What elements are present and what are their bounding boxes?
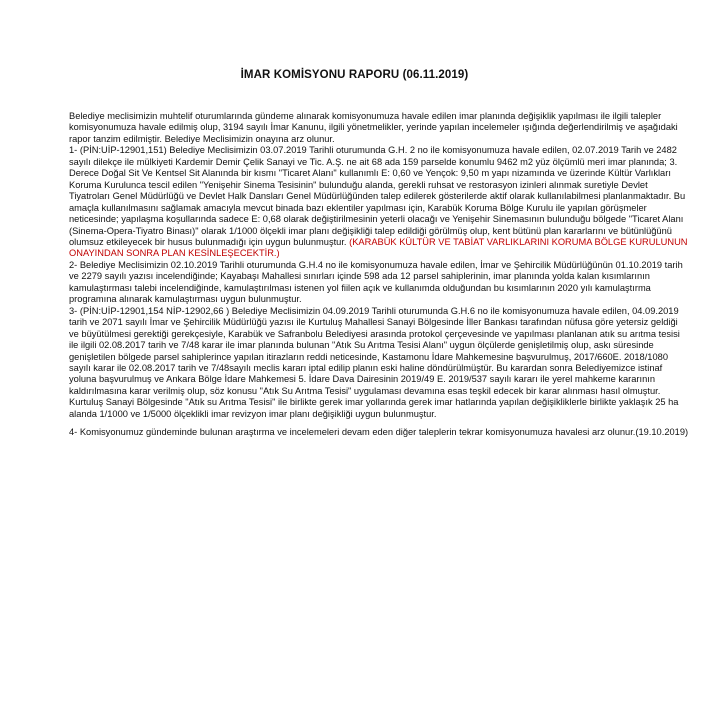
item-2-paragraph: 2- Belediye Meclisimizin 02.10.2019 Tarihli oturumunda G.H.4 no ile komisyonumuza havale edilen, İmar ve Şehircilik Müdürlüğünün 01.10.2019 tarih ve 2279 sayılı yazısı incelendiğinde; Kayabaşı Mahallesi sınırları içinde 598 ada 12 parsel sahiplerinin, imar planında yolda kalan kısımlarının kamulaştırması talebi incelendiğinde, kamulaştırılması istenen yol fiilen açık ve kullanımda olduğundan bu kısımlarının 2020 yılı kamulaştırma programına alınarak kamulaştırması uygun bulunmuştur.	[69, 259, 683, 305]
intro-paragraph: Belediye meclisimizin muhtelif oturumlarında gündeme alınarak komisyonumuza havale edilen imar planında değişiklik yapılması ile ilgili talepler komisyonumuza havale edilmiş olup, 3194 sayılı İmar Kanunu, ilgili yönetmelikler, yerinde yapılan incelemeler ışığında değerlendirilmiş ve aşağıdaki rapor tanzim edilmiştir. Belediye Meclisimizin onayına arz olunur.	[69, 111, 678, 144]
item-1-paragraph	[69, 145, 690, 260]
item-1-text: 1- (PİN:UİP-12901,151) Belediye Meclisimizin 03.07.2019 Tarihli oturumunda G.H. 2 no ile komisyonumuza havale edilen, 02.07.2019 Tarih ve 2482 sayılı dilekçe ile mülkiyeti Kardemir Demir Çelik Sanayi ve Tic. A.Ş. ne ait 68 ada 159 parselde konumlu 9462 m2 yüz ölçümlü meri imar planında; 3. Derece Doğal Sit Ve Kentsel Sit Alanında bir kısmı "Ticaret Alanı" kullanımlı E: 0,60 ve Yençok: 9,50 m yapı nizamında ve üzerinde Kültür Varlıkları Koruma Kurulunca tescil edilen "Yenişehir Sinema Tesisinin" bulunduğu alanda, gerekli ruhsat ve restorasyon izinleri alınmak suretiyle Devlet Tiyatroları Genel Müdürlüğü ve Devlet Halk Dansları Genel Müdürlüğünden talep edilerek gösterilerde aktif olarak kullanılabilmesi planlanmaktadır. Bu amaçla kullanılmasını sağlamak amacıyla mevcut binada bazı eklentiler yapılması için, Karabük Koruma Bölge Kurulu ile yapılan görüşmeler neticesinde; yapılaşma koşullarında sadece E: 0,68 olarak değiştirilmesinin yeterli olacağı ve Yenişehir Sinemasının bulunduğu bölgede "Ticaret Alanı (Sinema-Opera-Tiyatro Binası)" olarak 1/1000 ölçekli imar planı değişikliği talep edildiği görülmüş olup, kent bütünü plan kararlarını ve bütünlüğünü olumsuz etkileyecek bir husus bulunmadığı için uygun bulunmuştur.	[69, 145, 686, 247]
item-4-paragraph: 4- Komisyonumuz gündeminde bulunan araştırma ve incelemeleri devam eden diğer taleplerin tekrar komisyonumuza havalesi arz olunur.(19.10.2019)	[69, 427, 689, 438]
item-1-note: (KARABÜK KÜLTÜR VE TABİAT VARLIKLARINI KORUMA BÖLGE KURULUNUN ONAYINDAN SONRA PLAN KESİNLEŞECEKTİR.)	[69, 236, 688, 259]
item-3-paragraph: 3- (PİN:UİP-12901,154 NİP-12902,66 ) Belediye Meclisimizin 04.09.2019 Tarihli oturumunda G.H.6 no ile komisyonumuza havale edilen, 04.09.2019 tarih ve 2071 sayılı İmar ve Şehircilik Müdürlüğü yazısı ile Kurtuluş Mahallesi Sanayi Bölgesinde İller Bankası tarafından nüfusa göre yetersiz geldiği ve büyütülmesi gerektiği gerekçesiyle, Karabük ve Safranbolu Belediyesi arasında protokol çerçevesinde ve yapılması planlanan atık su arıtma tesisi ile ilgili 02.08.2017 tarih ve 7/48 karar ile imar planında bulunan "Atık Su Arıtma Tesisi Alanı" uygun ölçülerde genişletilmiş olup, askı süresinde genişletilen bölgede parsel sahiplerince yapılan itirazların reddi neticesinde, Kastamonu İdare Mahkemesine başvurulmuş, 2017/660E. 2018/1080 sayılı karar ile 02.08.2017 tarih ve 7/48sayılı meclis kararı iptal edilip planın eski haline döndürülmüştür. Bu karardan sonra Belediyemizce istinaf yoluna başvurulmuş ve Ankara Bölge İdare Mahkemesi 5. İdare Dava Dairesinin 2019/49 E. 2019/537 sayılı kararı ile yerel mahkeme kararının kaldırılmasına karar verilmiş olup, söz konusu "Atık Su Arıtma Tesisi" uygulaması devamına esas teşkil edecek bir karar alınması hasıl olmuştur. Kurtuluş Sanayi Bölgesinde "Atık su Arıtma Tesisi" ile birlikte gerek imar yollarında gerek imar hatlarında yapılan değişikliklerle birlikte yaklaşık 25 ha alanda 1/1000 ve 1/5000 ölçeklikli imar revizyon imar planı değişikliği uygun bulunmuştur.	[69, 305, 680, 419]
report-body	[69, 111, 690, 439]
report-title: İMAR KOMİSYONU RAPORU (06.11.2019)	[240, 69, 469, 81]
